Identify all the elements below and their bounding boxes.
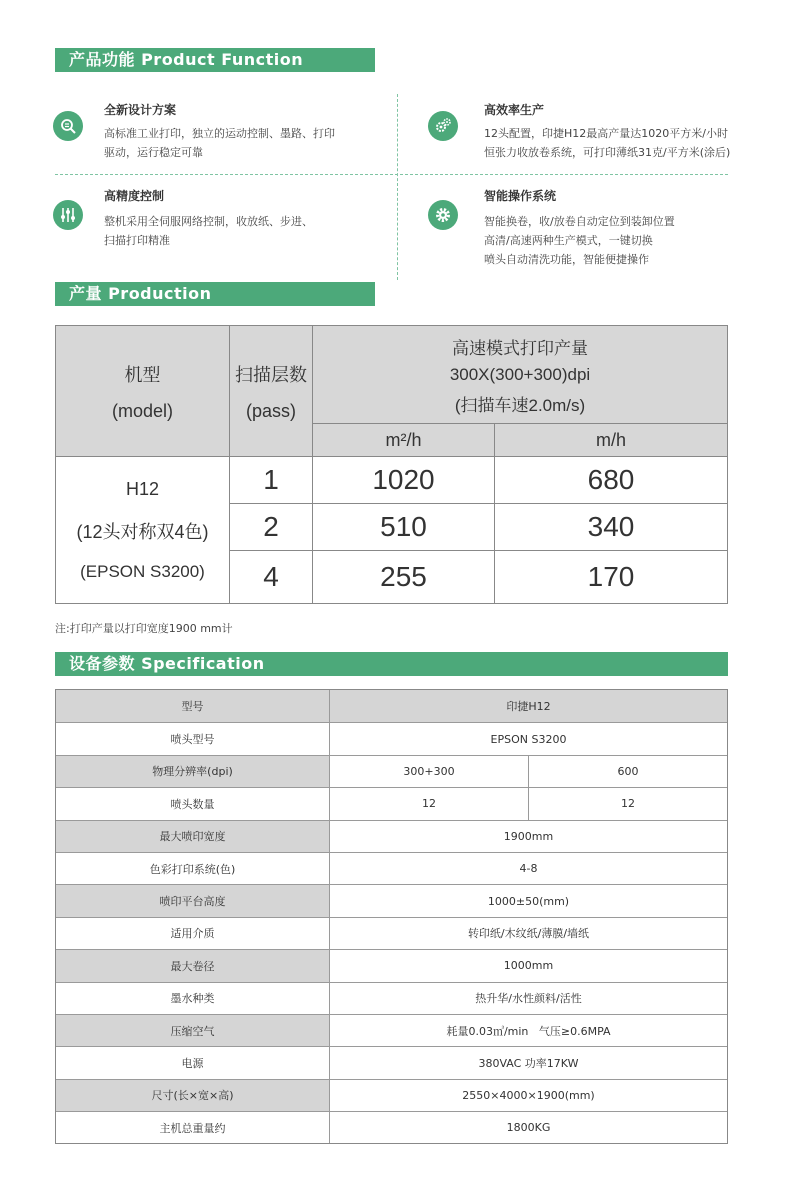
spec-label: 最大卷径: [170, 959, 215, 973]
spec-label: 电源: [181, 1056, 204, 1070]
section-header-specification: 设备参数 Specification: [55, 652, 728, 676]
feature-description: 高标准工业打印，独立的运动控制、墨路、打印 驱动，运行稳定可靠: [104, 127, 335, 159]
length-value: 680: [494, 456, 727, 503]
length-value: 340: [494, 503, 727, 550]
header-model-en: (model): [111, 400, 173, 421]
gears-icon: [428, 111, 458, 141]
spec-row: [56, 1079, 727, 1111]
spec-label: 型号: [181, 700, 204, 714]
spec-label: 物理分辨率(dpi): [152, 765, 233, 779]
header-unit-length: [494, 423, 727, 456]
spec-value: 2550×4000×1900(mm): [329, 1080, 727, 1111]
feature-title: 高精度控制: [104, 189, 165, 203]
header-mode-speed: (扫描车速2.0m/s): [454, 395, 586, 415]
feature-description: 整机采用全伺服网络控制，收放纸、步进、 扫描打印精准: [104, 215, 313, 247]
spec-label: 主机总重量约: [159, 1121, 226, 1135]
spec-row: [56, 917, 727, 949]
feature-title: 高效率生产: [484, 103, 545, 117]
spec-value-secondary: 600: [528, 756, 727, 787]
spec-label: 墨水种类: [170, 992, 215, 1006]
model-heads: (12头对称双4色): [76, 521, 209, 542]
spec-row: [56, 820, 727, 852]
spec-label: 压缩空气: [170, 1024, 215, 1038]
spec-row: [56, 1046, 727, 1078]
specification-table: [55, 689, 728, 1144]
production-table: [55, 325, 728, 604]
spec-row: [56, 755, 727, 787]
feature-title: 智能操作系统: [484, 189, 557, 203]
model-name: H12: [125, 478, 160, 499]
spec-value: 300+300: [329, 756, 528, 787]
model-cell: [56, 456, 229, 603]
spec-row: [56, 787, 727, 819]
gear-icon: [428, 200, 458, 230]
spec-value: EPSON S3200: [329, 723, 727, 754]
spec-value: 热升华/水性颜料/活性: [329, 983, 727, 1014]
spec-row: [56, 884, 727, 916]
spec-value: 4-8: [329, 853, 727, 884]
spec-value: 380VAC 功率17KW: [329, 1047, 727, 1078]
spec-row: [56, 690, 727, 722]
pass-value: 2: [229, 503, 312, 550]
header-mode-title: 高速模式打印产量: [452, 338, 588, 358]
pass-value: 1: [229, 456, 312, 503]
spec-row: [56, 1014, 727, 1046]
header-model-cn: 机型: [124, 364, 161, 385]
section-header-function: 产品功能 Product Function: [55, 48, 375, 72]
feature-description: 智能换卷，收/放卷自动定位到装卸位置 高清/高速两种生产模式，一键切换 喷头自动清洗功能，智能便捷操作: [484, 215, 675, 266]
spec-value: 1800KG: [329, 1112, 727, 1143]
unit-length-label: m/h: [595, 429, 626, 450]
spec-label: 喷头型号: [170, 733, 215, 747]
spec-label: 色彩打印系统(色): [149, 862, 236, 876]
spec-value: 1000±50(mm): [329, 885, 727, 916]
feature-description: 12头配置，印捷H12最高产量达1020平方米/小时 恒张力收放卷系统，可打印薄纸31克/平方米(涂后): [484, 127, 731, 159]
pass-value: 4: [229, 550, 312, 603]
search-doc-icon: [53, 111, 83, 141]
section-header-production: 产量 Production: [55, 282, 375, 306]
length-value: 170: [494, 550, 727, 603]
spec-label: 适用介质: [170, 927, 215, 941]
header-model: [56, 326, 229, 456]
spec-row: [56, 982, 727, 1014]
spec-value: 12: [329, 788, 528, 819]
feature-divider-vertical: [397, 94, 398, 280]
header-pass-en: (pass): [245, 400, 296, 421]
spec-label: 尺寸(长×宽×高): [151, 1089, 234, 1103]
model-printhead: (EPSON S3200): [80, 561, 205, 581]
spec-value: 耗量0.03㎥/min 气压≥0.6MPA: [329, 1015, 727, 1046]
spec-row: [56, 722, 727, 754]
spec-value: 1000mm: [329, 950, 727, 981]
spec-value: 转印纸/木纹纸/薄膜/墙纸: [329, 918, 727, 949]
feature-title: 全新设计方案: [104, 103, 177, 117]
spec-row: [56, 949, 727, 981]
header-mode-dpi: 300X(300+300)dpi: [449, 364, 591, 384]
spec-value: 1900mm: [329, 821, 727, 852]
sliders-icon: [53, 200, 83, 230]
area-value: 1020: [312, 456, 494, 503]
production-note: 注:打印产量以打印宽度1900 mm计: [55, 622, 233, 635]
spec-row: [56, 852, 727, 884]
area-value: 255: [312, 550, 494, 603]
spec-value-secondary: 12: [528, 788, 727, 819]
spec-label: 最大喷印宽度: [159, 830, 226, 844]
unit-area-label: m²/h: [385, 429, 422, 450]
spec-row: [56, 1111, 727, 1143]
header-unit-area: [312, 423, 494, 456]
area-value: 510: [312, 503, 494, 550]
spec-label: 喷头数量: [170, 797, 215, 811]
header-pass: [229, 326, 312, 456]
header-pass-cn: 扫描层数: [235, 364, 307, 385]
header-mode: [312, 326, 727, 423]
spec-value: 印捷H12: [329, 690, 727, 722]
feature-divider-horizontal: [55, 174, 728, 175]
spec-label: 喷印平台高度: [159, 895, 226, 909]
